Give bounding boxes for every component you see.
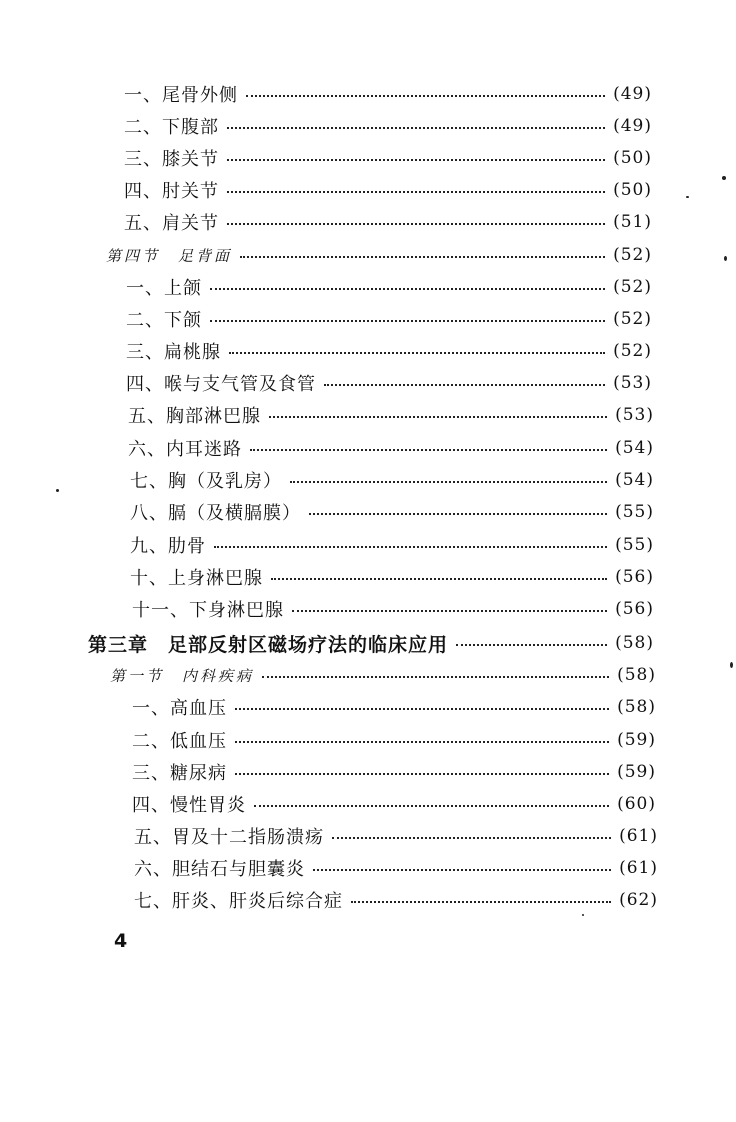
dot-leader xyxy=(254,805,609,807)
toc-entry-title: 五、胸部淋巴腺 xyxy=(128,406,261,427)
dot-leader xyxy=(456,644,607,646)
toc-entry[interactable] xyxy=(134,854,658,882)
toc-section-heading[interactable] xyxy=(110,661,656,689)
toc-entry-title: 四、肘关节 xyxy=(124,181,219,202)
toc-entry-page: (59) xyxy=(617,762,656,782)
toc-entry-page: (54) xyxy=(615,438,654,458)
toc-entry-title: 九、肋骨 xyxy=(130,536,206,557)
toc-entry[interactable] xyxy=(130,563,654,591)
dot-leader xyxy=(214,546,607,548)
toc-entry-title: 八、膈（及横膈膜） xyxy=(130,503,301,524)
toc-entry[interactable] xyxy=(134,886,658,914)
toc-entry[interactable] xyxy=(124,208,652,236)
toc-entry[interactable] xyxy=(128,434,654,462)
toc-entry-title: 三、糖尿病 xyxy=(132,763,227,784)
toc-entry-title: 七、胸（及乳房） xyxy=(130,471,282,492)
toc-entry-title: 一、高血压 xyxy=(132,698,227,719)
dot-leader xyxy=(292,610,607,612)
toc-entry-title: 四、慢性胃炎 xyxy=(132,795,246,816)
toc-entry-title: 七、肝炎、肝炎后综合症 xyxy=(134,891,343,912)
toc-entry[interactable] xyxy=(126,369,652,397)
toc-entry[interactable] xyxy=(126,273,652,301)
toc-entry-page: (52) xyxy=(613,245,652,265)
toc-entry[interactable] xyxy=(124,80,652,108)
dot-leader xyxy=(227,159,605,161)
toc-entry-page: (55) xyxy=(615,535,654,555)
toc-entry[interactable] xyxy=(132,790,656,818)
toc-section-heading[interactable] xyxy=(106,241,652,269)
toc-entry-page: (53) xyxy=(615,405,654,425)
toc-entry-page: (62) xyxy=(619,890,658,910)
toc-entry-title: 一、上颌 xyxy=(126,278,202,299)
toc-entry-page: (58) xyxy=(617,697,656,717)
toc-entry-page: (49) xyxy=(613,116,652,136)
toc-entry-page: (60) xyxy=(617,794,656,814)
toc-entry[interactable] xyxy=(132,726,656,754)
toc-entry-page: (50) xyxy=(613,148,652,168)
toc-entry-page: (61) xyxy=(619,826,658,846)
dot-leader xyxy=(351,901,611,903)
toc-entry[interactable] xyxy=(132,693,656,721)
dot-leader xyxy=(227,127,605,129)
toc-entry-title: 第四节 足背面 xyxy=(106,246,233,265)
toc-entry-page: (56) xyxy=(615,599,654,619)
toc-entry[interactable] xyxy=(130,498,654,526)
toc-entry[interactable] xyxy=(126,337,652,365)
toc-entry[interactable] xyxy=(130,466,654,494)
dot-leader xyxy=(229,352,605,354)
dot-leader xyxy=(332,837,611,839)
toc-entry-page: (54) xyxy=(615,470,654,490)
toc-entry[interactable] xyxy=(126,305,652,333)
toc-entry[interactable] xyxy=(132,595,654,623)
toc-entry-page: (51) xyxy=(613,212,652,232)
dot-leader xyxy=(227,223,605,225)
toc-entry-title: 三、膝关节 xyxy=(124,149,219,170)
dot-leader xyxy=(210,320,605,322)
dot-leader xyxy=(240,256,605,258)
scan-speck xyxy=(730,662,733,668)
toc-entry-page: (50) xyxy=(613,180,652,200)
dot-leader xyxy=(313,869,611,871)
toc-entry-title: 二、低血压 xyxy=(132,731,227,752)
toc-entry-page: (58) xyxy=(617,665,656,685)
toc-entry-title: 五、胃及十二指肠溃疡 xyxy=(134,827,324,848)
toc-entry-page: (52) xyxy=(613,309,652,329)
toc-entry[interactable] xyxy=(128,401,654,429)
toc-entry[interactable] xyxy=(124,144,652,172)
dot-leader xyxy=(235,773,609,775)
toc-entry[interactable] xyxy=(124,176,652,204)
toc-entry-page: (59) xyxy=(617,730,656,750)
dot-leader xyxy=(324,384,605,386)
toc-entry-page: (49) xyxy=(613,84,652,104)
toc-entry-title: 第三章 足部反射区磁场疗法的临床应用 xyxy=(88,633,449,656)
dot-leader xyxy=(271,578,607,580)
toc-entry-title: 三、扁桃腺 xyxy=(126,342,221,363)
toc-entry-title: 第一节 内科疾病 xyxy=(110,666,255,685)
toc-entry-title: 一、尾骨外侧 xyxy=(124,85,238,106)
dot-leader xyxy=(309,513,607,515)
dot-leader xyxy=(235,741,609,743)
toc-entry-title: 四、喉与支气管及食管 xyxy=(126,374,316,395)
page-number: 4 xyxy=(114,930,128,952)
toc-entry-page: (56) xyxy=(615,567,654,587)
toc-entry-page: (53) xyxy=(613,373,652,393)
scan-speck xyxy=(686,196,689,198)
dot-leader xyxy=(290,481,607,483)
dot-leader xyxy=(250,449,607,451)
scan-speck xyxy=(724,256,727,261)
toc-entry-page: (55) xyxy=(615,502,654,522)
scan-speck xyxy=(722,176,726,180)
dot-leader xyxy=(210,288,605,290)
toc-entry-title: 五、肩关节 xyxy=(124,213,219,234)
dot-leader xyxy=(269,416,607,418)
toc-entry-page: (52) xyxy=(613,341,652,361)
toc-entry[interactable] xyxy=(134,822,658,850)
toc-entry-title: 二、下腹部 xyxy=(124,117,219,138)
toc-entry-page: (58) xyxy=(615,633,654,653)
toc-entry-title: 十一、下身淋巴腺 xyxy=(132,600,284,621)
toc-entry-title: 六、胆结石与胆囊炎 xyxy=(134,859,305,880)
toc-entry[interactable] xyxy=(124,112,652,140)
dot-leader xyxy=(227,191,605,193)
dot-leader xyxy=(246,95,605,97)
toc-entry-title: 十、上身淋巴腺 xyxy=(130,568,263,589)
toc-entry[interactable] xyxy=(130,531,654,559)
toc-entry-title: 六、内耳迷路 xyxy=(128,439,242,460)
toc-entry-title: 二、下颌 xyxy=(126,310,202,331)
dot-leader xyxy=(235,708,609,710)
toc-entry[interactable] xyxy=(132,758,656,786)
toc-chapter-heading[interactable] xyxy=(88,629,654,657)
scan-speck xyxy=(56,489,59,492)
dot-leader xyxy=(262,676,609,678)
scan-speck xyxy=(582,914,584,916)
toc-entry-page: (52) xyxy=(613,277,652,297)
toc-entry-page: (61) xyxy=(619,858,658,878)
